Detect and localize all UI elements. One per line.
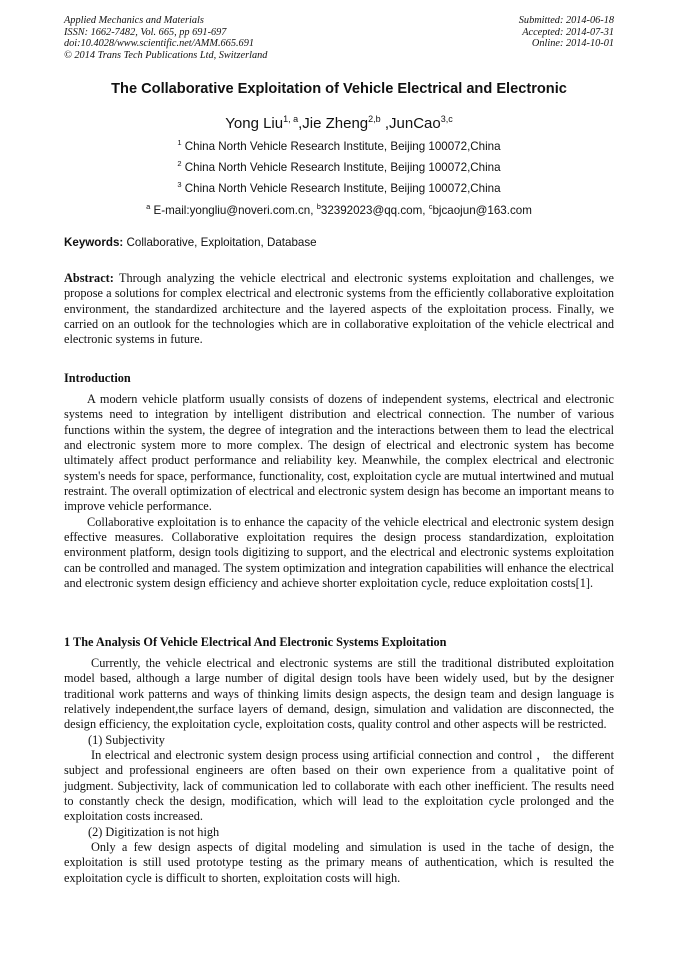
introduction-body bbox=[64, 392, 614, 591]
section-1-body bbox=[64, 656, 614, 886]
copyright-line: © 2014 Trans Tech Publications Ltd, Switzerland bbox=[64, 49, 268, 61]
keywords-label: Keywords: bbox=[64, 236, 124, 249]
accepted-date: Accepted: 2014-07-31 bbox=[522, 26, 614, 38]
issn-line: ISSN: 1662-7482, Vol. 665, pp 691-697 bbox=[64, 26, 227, 38]
submitted-date: Submitted: 2014-06-18 bbox=[518, 15, 614, 26]
list-item-digitization: (2) Digitization is not high bbox=[88, 824, 220, 839]
online-date: Online: 2014-10-01 bbox=[531, 38, 614, 50]
abstract bbox=[64, 271, 614, 348]
email-b-sup: b bbox=[316, 202, 321, 211]
email-c: bjcaojun@163.com bbox=[432, 203, 532, 217]
intro-paragraph-1: A modern vehicle platform usually consists of dozens of independent systems, electrical and electronic systems need to integration by intelligent distribution and electrical connection. The number of various functions within the system, the degree of integration and the interactions between them to lead the electrical and electronic system more to more complex. The design of electrical and electronic system has become ultimately affect product performance and reliability key. Meanwhile, the complex electrical and electronic system's needs for space, performance, functionality, cost, exploitation cycle are mutual intertwined and mutual restraint. The overall optimization of electrical and electronic system design has become an important means to improve vehicle performance. bbox=[64, 392, 614, 514]
email-a-sup: a bbox=[146, 202, 151, 211]
author-2-sup: 2,b bbox=[368, 114, 381, 124]
journal-name: Applied Mechanics and Materials bbox=[64, 15, 204, 26]
author-1: Yong Liu bbox=[225, 115, 284, 132]
affiliation-1 bbox=[0, 138, 678, 153]
affiliation-3-text: China North Vehicle Research Institute, Beijing 100072,China bbox=[181, 181, 501, 195]
affiliation-3 bbox=[0, 180, 678, 195]
journal-info bbox=[64, 15, 267, 61]
author-3-sup: 3,c bbox=[440, 114, 453, 124]
list-item-subjectivity: (1) Subjectivity bbox=[88, 732, 165, 747]
keywords-text: Collaborative, Exploitation, Database bbox=[123, 236, 317, 249]
email-line bbox=[0, 202, 678, 217]
section-1-paragraph-2: In electrical and electronic system design process using artificial connection and control ， the different subject and professional engineers are often based on their own experience from a qualitative point of judgment. Subjectivity, lack of communication led to collaborate with each other inefficient. The results need to constantly check the design, modification, which will lead to the exploitation cycle prolonged and the exploitation costs increased. bbox=[64, 748, 614, 824]
author-1-sup: 1, a bbox=[283, 114, 299, 124]
paper-title: The Collaborative Exploitation of Vehicle Electrical and Electronic bbox=[111, 81, 567, 97]
affiliation-2 bbox=[0, 159, 678, 174]
doi-line: doi:10.4028/www.scientific.net/AMM.665.691 bbox=[64, 38, 254, 50]
author-3: ,JunCao bbox=[380, 115, 441, 132]
affiliation-2-sup: 2 bbox=[177, 159, 182, 168]
intro-paragraph-2: Collaborative exploitation is to enhance the capacity of the vehicle electrical and electronic system design effective measures. Collaborative exploitation requires the design process standardization, exploitation environment platform, design tools digitizing to support, and the electrical and electronic systems exploitation can be controlled and managed. The system optimization and integration capabilities will enhance the electrical and electronic system design efficiency and achieve shorter exploitation cycle, reduce exploitation costs[1]. bbox=[64, 514, 614, 591]
affiliation-2-text: China North Vehicle Research Institute, Beijing 100072,China bbox=[181, 160, 501, 174]
submission-dates bbox=[519, 15, 614, 50]
section-1-heading: 1 The Analysis Of Vehicle Electrical And Electronic Systems Exploitation bbox=[64, 635, 447, 649]
section-1-paragraph-3: Only a few design aspects of digital modeling and simulation is used in the tache of design, the exploitation is still used prototype testing as the primary means of authentication, which is resulted the exploitation cycle is difficult to shorten, exploitation costs will high. bbox=[64, 840, 614, 885]
introduction-heading: Introduction bbox=[64, 371, 131, 385]
author-list bbox=[0, 114, 678, 132]
affiliation-1-sup: 1 bbox=[177, 138, 182, 147]
abstract-text: Through analyzing the vehicle electrical and electronic systems exploitation and challenges, we propose a solutions for complex electrical and electronic systems from the efficiently collaborative exploitation environment, the standardized architecture and the layered aspects of the exploitation process. Finally, we carried on an outlook for the technologies which are in collaborative exploitation of the vehicle electrical and electronic systems in future. bbox=[64, 271, 614, 347]
email-a: E-mail:yongliu@noveri.com.cn, bbox=[150, 203, 317, 217]
email-b: 32392023@qq.com, bbox=[320, 203, 429, 217]
section-1-paragraph-1: Currently, the vehicle electrical and electronic systems are still the traditional distributed exploitation model based, although a large number of digital design tools have been widely used, but by the designer traditional work patterns and ways of thinking limits design aspects, the design team and design language is relatively independent,the surface layers of demand, design, simulation and validation are disconnected, the design efficiency, the exploitation cycle, exploitation costs, quality control and other aspects will be restricted. bbox=[64, 656, 614, 732]
keywords bbox=[64, 236, 317, 249]
affiliation-3-sup: 3 bbox=[177, 180, 182, 189]
abstract-label: Abstract: bbox=[64, 271, 114, 285]
email-c-sup: c bbox=[428, 202, 433, 211]
author-2: ,Jie Zheng bbox=[298, 115, 369, 132]
affiliation-1-text: China North Vehicle Research Institute, Beijing 100072,China bbox=[181, 139, 501, 153]
